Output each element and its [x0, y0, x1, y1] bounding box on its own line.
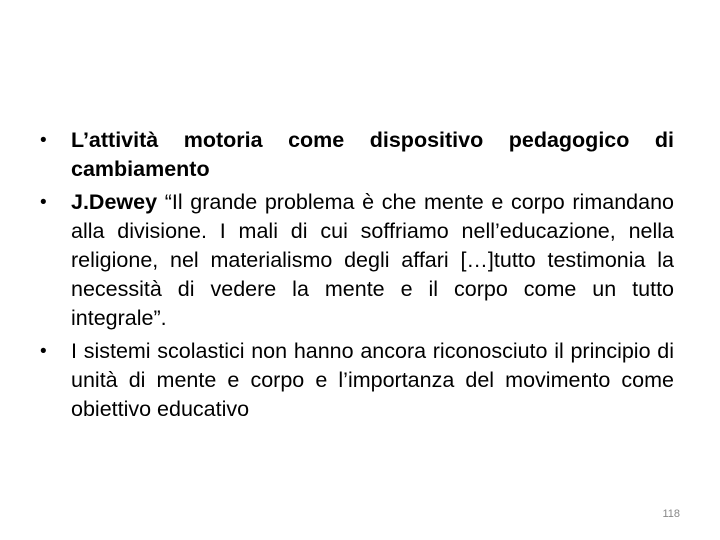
bullet-icon: •	[40, 130, 47, 151]
bullet-text: L’attività motoria come dispositivo pedagogico di cambiamento	[71, 128, 674, 181]
bullet-icon: •	[40, 341, 47, 362]
bullet-text: I sistemi scolastici non hanno ancora riconosciuto il principio di unità di mente e corpo e l’importanza del movimento come obiettivo educativo	[71, 339, 674, 421]
bullet-icon: •	[40, 192, 47, 213]
bullet-item-attivita-motoria	[36, 126, 674, 184]
bullet-item-sistemi-scolastici	[36, 337, 674, 424]
page-number: 118	[662, 508, 680, 520]
bullet-item-dewey-quote	[36, 188, 674, 333]
quote-text: “Il grande problema è che mente e corpo rimandano alla divisione. I mali di cui soffriamo nell’educazione, nella religione, nel materialismo degli affari […]tutto testimonia la necessità di vedere la mente e il corpo come un tutto integrale”.	[71, 190, 674, 330]
quote-author: J.Dewey	[71, 190, 158, 214]
bullet-list	[36, 126, 674, 428]
